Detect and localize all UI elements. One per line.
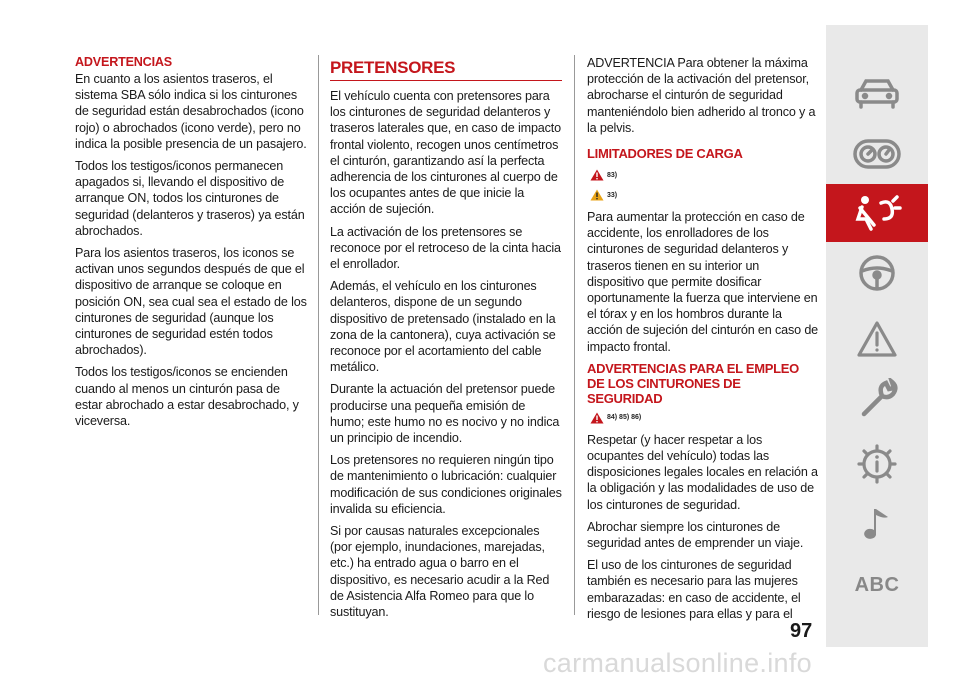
- warning-red-icon: [590, 412, 604, 424]
- paragraph: El uso de los cinturones de seguridad también es necesario para las mujeres embarazadas: en caso de accidente, el riesgo de lesiones para ellas y para el: [587, 558, 801, 621]
- column-middle: [330, 58, 562, 626]
- steering-wheel-icon: [857, 253, 897, 293]
- warning-reference: 83): [607, 171, 618, 179]
- paragraph: Todos los testigos/iconos permanecen apagados si, llevando el dispositivo de arranque ON, todos los cinturones de seguridad (delanteros y traseros) ya están abrochados.: [75, 159, 305, 238]
- sidebar-item-driving[interactable]: [826, 244, 928, 302]
- sidebar-item-emergency[interactable]: [826, 310, 928, 368]
- paragraph: La activación de los pretensores se reconoce por el retroceso de la cinta hacia el enrollador.: [330, 224, 561, 272]
- sidebar-item-multimedia[interactable]: [826, 495, 928, 555]
- heading-advertencias-cinturones: ADVERTENCIAS PARA EL EMPLEO DE LOS CINTURONES DE SEGURIDAD: [587, 360, 799, 406]
- paragraph: Respetar (y hacer respetar a los ocupantes del vehículo) todas las disposiciones legales locales en relación a la obligación y las modalidades de uso de los cinturones de seguridad.: [587, 432, 818, 512]
- car-icon: [853, 76, 901, 112]
- watermark: carmanualsonline.info: [543, 648, 812, 678]
- music-note-icon: [862, 505, 892, 545]
- sidebar-item-safety[interactable]: [826, 184, 928, 242]
- warning-ref-row: [590, 165, 819, 185]
- paragraph: El vehículo cuenta con pretensores para los cinturones de seguridad delanteros y traseros laterales que, en caso de impacto frontal violento, recogen unos centímetros el cinturón, garantizando así la perfecta adherencia de los cinturones al cuerpo de los ocupantes antes de que inicie la acción de sujeción.: [330, 89, 562, 217]
- chapter-sidebar: [826, 25, 928, 647]
- warning-reference: 33): [607, 191, 618, 199]
- heading-limitadores: LIMITADORES DE CARGA: [587, 146, 743, 162]
- warning-ref-row: [590, 185, 819, 205]
- gear-info-icon: [856, 443, 898, 485]
- heading-pretensores: PRETENSORES: [330, 58, 562, 81]
- paragraph: Abrochar siempre los cinturones de seguridad antes de emprender un viaje.: [587, 519, 804, 551]
- paragraph: Además, el vehículo en los cinturones delanteros, dispone de un segundo dispositivo de pretensado (instalado en la zona de la cantonera), cuya activación se reconoce por el acortamiento del cable metálico.: [330, 279, 556, 375]
- paragraph: Para los asientos traseros, los iconos se activan unos segundos después de que el dispositivo de arranque se coloque en posición ON, sea cual sea el estado de los cinturones de seguridad (aunque los cinturones de seguridad estén todos abrochados).: [75, 246, 307, 358]
- paragraph: Todos los testigos/iconos se encienden cuando al menos un cinturón pasa de estar abrochado a estar desabrochado, y viceversa.: [75, 365, 299, 429]
- sidebar-item-technical-data[interactable]: [826, 435, 928, 493]
- wrench-icon: [856, 378, 898, 420]
- warning-ref-row: [590, 408, 819, 428]
- column-divider: [574, 55, 575, 615]
- paragraph: Para aumentar la protección en caso de accidente, los enrolladores de los cinturones de seguridad delanteros y traseros tienen en su interior un dispositivo que permite dosificar oportunamente la fuerza que interviene en el tórax y en los hombros durante la acción de sujeción del cinturón en caso de impacto frontal.: [587, 210, 819, 354]
- paragraph: En cuanto a los asientos traseros, el sistema SBA sólo indica si los cinturones de seguridad están desabrochados (icono rojo) o abrochados (icono verde), pero no indica la posible presencia de un pasajero.: [75, 72, 307, 151]
- advertencia-intro: ADVERTENCIA Para obtener la máxima protección de la activación del pretensor, abrocharse el cinturón de seguridad manteniéndolo bien adherido al tronco y a la pelvis.: [587, 56, 816, 135]
- seatbelt-airbag-icon: [852, 193, 902, 233]
- paragraph: Si por causas naturales excepcionales (por ejemplo, inundaciones, marejadas, etc.) ha entrado agua o barro en el dispositivo, es necesario acudir a la Red de Asistencia Alfa Romeo para que lo sustituyan.: [330, 524, 550, 620]
- column-left: [75, 55, 307, 435]
- warning-yellow-icon: [590, 189, 604, 201]
- sidebar-item-dashboard[interactable]: [826, 126, 928, 182]
- warning-triangle-icon: [856, 320, 898, 358]
- sidebar-item-car[interactable]: [826, 65, 928, 123]
- heading-advertencias: ADVERTENCIAS: [75, 55, 172, 69]
- sidebar-item-maintenance[interactable]: [826, 370, 928, 428]
- page-number: 97: [790, 620, 813, 642]
- warning-red-icon: [590, 169, 604, 181]
- sidebar-item-index[interactable]: [826, 565, 928, 605]
- warning-reference: 84) 85) 86): [607, 414, 642, 422]
- dashboard-gauges-icon: [852, 136, 902, 172]
- abc-index-label: ABC: [854, 573, 900, 596]
- column-right: [587, 55, 819, 628]
- paragraph: Durante la actuación del pretensor puede producirse una pequeña emisión de humo; este humo no es nocivo y no indica un principio de incendio.: [330, 382, 560, 446]
- paragraph: Los pretensores no requieren ningún tipo de mantenimiento o lubricación: cualquier modificación de sus condiciones originales invalida su eficiencia.: [330, 453, 562, 516]
- column-divider: [318, 55, 319, 615]
